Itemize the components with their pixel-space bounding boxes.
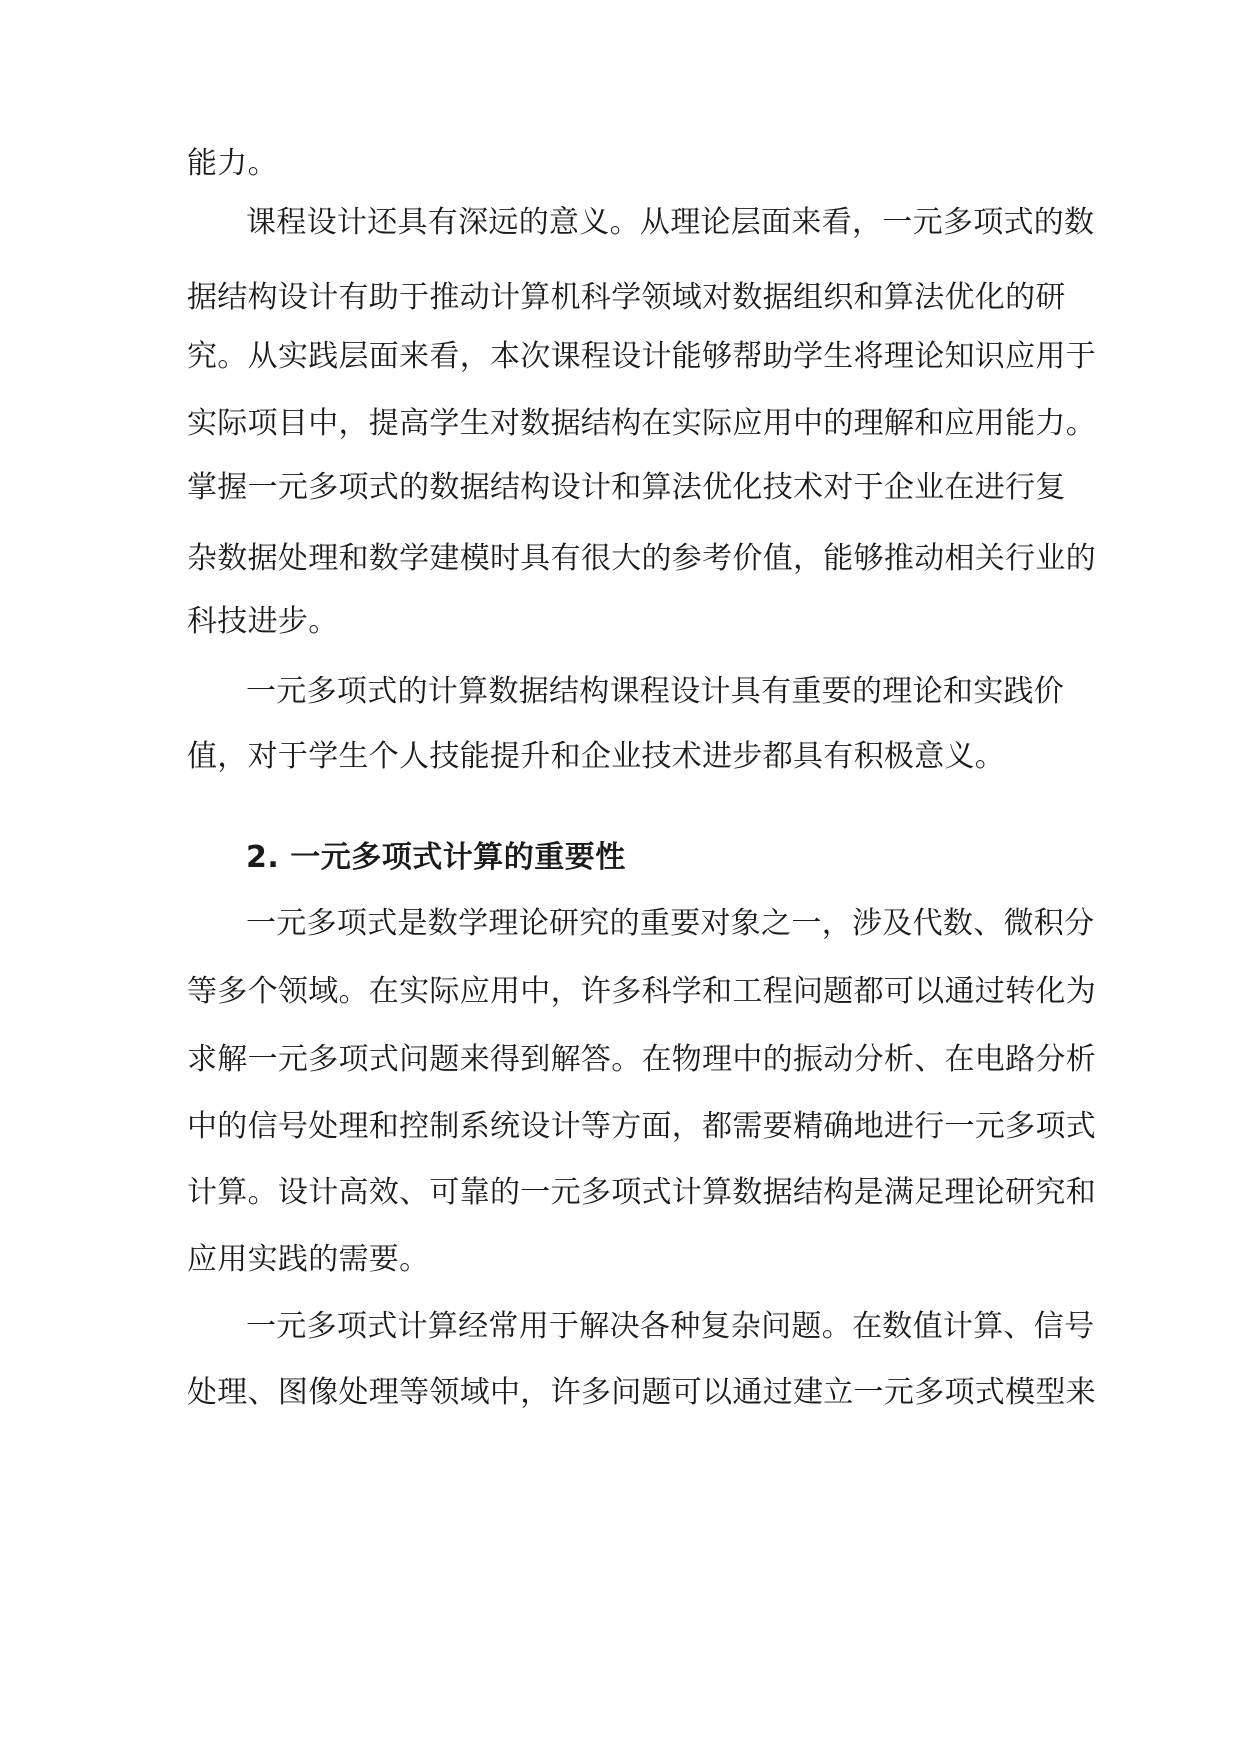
paragraph-line: 值，对于学生个人技能提升和企业技术进步都具有积极意义。 xyxy=(187,739,1006,774)
paragraph-line: 究。从实践层面来看，本次课程设计能够帮助学生将理论知识应用于 xyxy=(187,339,1096,374)
paragraph-line: 应用实践的需要。 xyxy=(187,1242,430,1277)
paragraph-line: 杂数据处理和数学建模时具有很大的参考价值，能够推动相关行业的 xyxy=(187,541,1096,576)
paragraph-line: 课程设计还具有深远的意义。从理论层面来看，一元多项式的数 xyxy=(246,205,1095,240)
paragraph-line: 掌握一元多项式的数据结构设计和算法优化技术对于企业在进行复 xyxy=(187,470,1066,505)
paragraph-line: 中的信号处理和控制系统设计等方面，都需要精确地进行一元多项式 xyxy=(187,1109,1096,1144)
paragraph-line: 等多个领域。在实际应用中，许多科学和工程问题都可以通过转化为 xyxy=(187,974,1096,1009)
paragraph-line: 一元多项式是数学理论研究的重要对象之一，涉及代数、微积分 xyxy=(246,906,1095,941)
paragraph-line: 处理、图像处理等领域中，许多问题可以通过建立一元多项式模型来 xyxy=(187,1375,1096,1410)
paragraph-line: 求解一元多项式问题来得到解答。在物理中的振动分析、在电路分析 xyxy=(187,1042,1096,1077)
paragraph-line: 能力。 xyxy=(187,146,278,181)
paragraph-line: 一元多项式计算经常用于解决各种复杂问题。在数值计算、信号 xyxy=(246,1309,1095,1344)
paragraph-line: 实际项目中，提高学生对数据结构在实际应用中的理解和应用能力。 xyxy=(187,406,1096,441)
paragraph-line: 计算。设计高效、可靠的一元多项式计算数据结构是满足理论研究和 xyxy=(187,1175,1096,1210)
paragraph-line: 科技进步。 xyxy=(187,604,339,639)
paragraph-line: 一元多项式的计算数据结构课程设计具有重要的理论和实践价 xyxy=(246,674,1065,709)
paragraph-line: 据结构设计有助于推动计算机科学领域对数据组织和算法优化的研 xyxy=(187,280,1066,315)
section-heading: 2. 一元多项式计算的重要性 xyxy=(246,840,626,875)
